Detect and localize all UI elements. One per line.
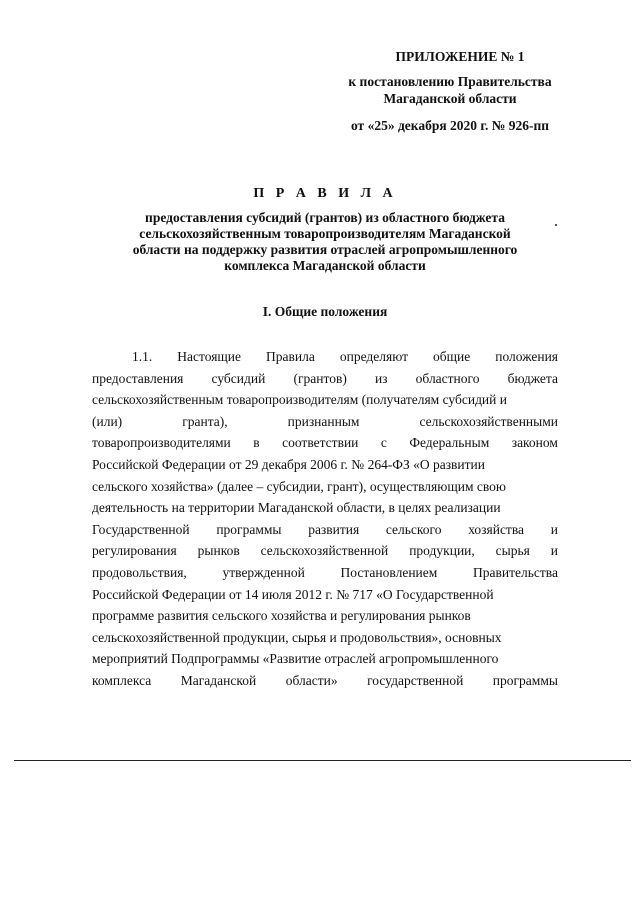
body-text-segment: областного xyxy=(415,370,480,386)
body-text-segment: с xyxy=(380,435,387,451)
body-text-segment: сельского xyxy=(385,521,442,537)
attachment-line-1: к постановлению Правительства xyxy=(348,74,552,89)
body-text-segment: Правительства xyxy=(473,564,558,580)
body-text-segment: сельскохозяйственным товаропроизводителям (получателям субсидий и xyxy=(92,392,507,408)
body-text-segment: продовольствия, xyxy=(92,564,187,580)
body-line xyxy=(92,432,558,454)
body-text-segment: регулирования xyxy=(92,543,177,559)
body-line xyxy=(92,670,558,692)
body-text-segment: в xyxy=(253,435,260,451)
body-line xyxy=(92,476,558,498)
attachment-date: от «25» декабря 2020 г. № 926-пп xyxy=(350,118,549,133)
body-text-segment: общие xyxy=(433,349,471,364)
body-line xyxy=(92,519,558,541)
body-line xyxy=(92,346,558,368)
body-text-segment: государственной xyxy=(367,672,464,688)
body-text-segment: и xyxy=(550,543,558,559)
body-text-segment: утвержденной xyxy=(222,564,305,580)
scan-dot xyxy=(555,224,557,226)
body-text-segment: Федеральным xyxy=(409,435,490,451)
body-line xyxy=(92,368,558,390)
body-paragraph xyxy=(92,346,558,692)
body-text-segment: программы xyxy=(492,672,558,688)
body-text-segment: продукции, xyxy=(409,543,475,559)
body-text-segment: определяют xyxy=(339,349,409,364)
body-text-segment: программы xyxy=(216,521,282,537)
body-text-segment: Постановлением xyxy=(340,564,438,580)
body-text-segment: Российской Федерации от 29 декабря 2006 г. № 264-ФЗ «О развитии xyxy=(92,456,486,472)
body-text-segment: мероприятий Подпрограммы «Развитие отраслей агропромышленного xyxy=(92,651,499,667)
body-text-segment: программе развития сельского хозяйства и регулирования рынков xyxy=(92,608,471,624)
body-text-segment: соответствии xyxy=(282,435,359,451)
body-text-segment: Российской Федерации от 14 июля 2012 г. № 717 «О Государственной xyxy=(92,586,494,602)
body-text-segment: бюджета xyxy=(507,370,558,386)
document-subtitle xyxy=(105,210,545,274)
body-text-segment: Настоящие xyxy=(177,349,242,364)
body-text-segment: комплекса xyxy=(92,672,152,688)
page-bottom-rule xyxy=(14,760,631,761)
body-line xyxy=(92,389,558,411)
body-text-segment: сельскохозяйственной xyxy=(260,543,389,559)
body-line xyxy=(92,605,558,627)
body-text-segment: сельскохозяйственными xyxy=(419,413,558,429)
attachment-line-2: Магаданской области xyxy=(383,91,517,106)
section-heading: I. Общие положения xyxy=(262,304,388,319)
body-text-segment: из xyxy=(374,370,388,386)
body-text-segment: 1.1. xyxy=(132,349,153,364)
body-text-segment: Правила xyxy=(266,349,315,364)
body-line xyxy=(92,540,558,562)
body-text-segment: законом xyxy=(511,435,558,451)
subtitle-line: области на поддержку развития отраслей агропромышленного xyxy=(132,242,518,257)
body-text-segment: области» xyxy=(285,672,338,688)
body-text-segment: сельскохозяйственной продукции, сырья и продовольствия», основных xyxy=(92,629,502,645)
body-text-segment: предоставления xyxy=(92,370,184,386)
body-text-segment: положения xyxy=(495,349,558,364)
body-line xyxy=(92,627,558,649)
body-text-segment: сельского хозяйства» (далее – субсидии, грант), осуществляющим свою xyxy=(92,478,506,494)
body-text-segment: рынков xyxy=(197,543,240,559)
body-text-segment: субсидий xyxy=(211,370,266,386)
subtitle-line: предоставления субсидий (грантов) из областного бюджета xyxy=(145,210,505,225)
body-text-segment: (грантов) xyxy=(293,370,347,386)
subtitle-line: сельскохозяйственным товаропроизводителям Магаданской xyxy=(139,226,511,241)
body-line xyxy=(92,562,558,584)
document-title: П Р А В И Л А xyxy=(253,186,397,201)
body-text-segment: (или) xyxy=(92,413,123,429)
attachment-header xyxy=(330,48,570,134)
body-text-segment: признанным xyxy=(287,413,360,429)
body-line xyxy=(92,454,558,476)
body-line xyxy=(92,497,558,519)
body-text-segment: развития xyxy=(308,521,360,537)
body-line xyxy=(92,584,558,606)
body-text-segment: товаропроизводителями xyxy=(92,435,231,451)
attachment-title: ПРИЛОЖЕНИЕ № 1 xyxy=(395,49,525,64)
body-text-segment: Магаданской xyxy=(180,672,257,688)
body-text-segment: Государственной xyxy=(92,521,190,537)
body-text-segment: сырья xyxy=(495,543,530,559)
body-line xyxy=(92,411,558,433)
subtitle-line: комплекса Магаданской области xyxy=(224,258,426,273)
body-text-segment: и xyxy=(550,521,558,537)
body-text-segment: гранта), xyxy=(182,413,228,429)
body-text-segment: хозяйства xyxy=(468,521,525,537)
body-line xyxy=(92,648,558,670)
body-text-segment: деятельность на территории Магаданской области, в целях реализации xyxy=(92,500,501,516)
